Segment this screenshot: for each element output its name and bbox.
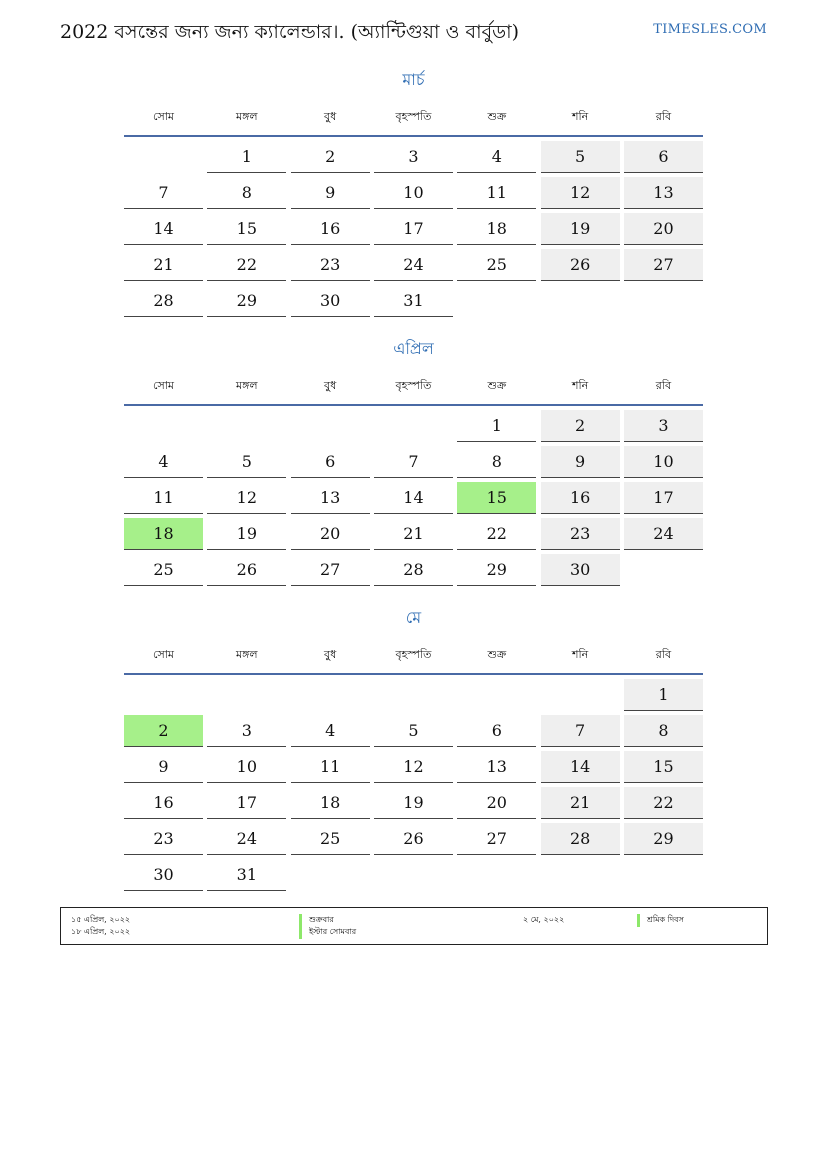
legend-holiday: শুক্রবার [299, 914, 334, 927]
day-cell: 6 [291, 446, 370, 478]
day-cell: 4 [124, 446, 203, 478]
day-cell: 15 [624, 751, 703, 783]
day-cell: 25 [291, 823, 370, 855]
day-cell: 24 [624, 518, 703, 550]
weekday-label: সোম [152, 379, 175, 392]
day-cell: 21 [124, 249, 203, 281]
day-cell: 8 [207, 177, 286, 209]
day-cell: 10 [374, 177, 453, 209]
page-title: 2022 বসন্তের জন্য জন্য ক্যালেন্ডার।. (অ্যান্টিগুয়া ও বার্বুডা) [60, 21, 520, 43]
day-cell: 24 [374, 249, 453, 281]
holiday-day-cell: 15 [457, 482, 536, 514]
weekday-label: শনি [572, 110, 589, 123]
weekday-label: রবি [655, 379, 672, 392]
empty-cell [124, 141, 203, 173]
month-title: এপ্রিল [393, 339, 434, 358]
month-title: মার্চ [402, 70, 425, 89]
day-cell: 23 [124, 823, 203, 855]
header-divider [124, 404, 703, 406]
day-cell: 30 [541, 554, 620, 586]
day-cell: 25 [457, 249, 536, 281]
day-cell: 21 [374, 518, 453, 550]
day-cell: 1 [207, 141, 286, 173]
day-cell: 20 [291, 518, 370, 550]
day-cell: 20 [624, 213, 703, 245]
day-cell: 18 [291, 787, 370, 819]
day-cell: 7 [374, 446, 453, 478]
weekday-label: বুধ [324, 110, 337, 123]
day-cell: 21 [541, 787, 620, 819]
day-cell: 22 [624, 787, 703, 819]
weekday-label: মঙ্গল [236, 110, 258, 123]
weekday-label: বৃহস্পতি [395, 379, 432, 392]
day-cell: 7 [541, 715, 620, 747]
day-cell: 22 [207, 249, 286, 281]
day-cell: 22 [457, 518, 536, 550]
day-cell: 12 [207, 482, 286, 514]
day-cell: 27 [457, 823, 536, 855]
day-cell: 12 [374, 751, 453, 783]
day-cell: 4 [457, 141, 536, 173]
month-march [124, 68, 703, 317]
day-cell: 27 [291, 554, 370, 586]
day-grid [124, 679, 703, 891]
day-cell: 10 [207, 751, 286, 783]
day-cell: 17 [624, 482, 703, 514]
day-cell: 30 [124, 859, 203, 891]
day-cell: 16 [541, 482, 620, 514]
day-cell: 26 [541, 249, 620, 281]
day-cell: 8 [624, 715, 703, 747]
weekday-header [124, 105, 703, 129]
weekday-label: রবি [655, 110, 672, 123]
weekday-label: শুক্র [487, 379, 507, 392]
empty-cell [207, 410, 286, 442]
empty-cell [207, 679, 286, 711]
weekday-label: সোম [152, 110, 175, 123]
day-cell: 11 [124, 482, 203, 514]
holiday-day-cell: 2 [124, 715, 203, 747]
day-cell: 3 [624, 410, 703, 442]
weekday-label: সোম [152, 648, 175, 661]
day-cell: 28 [124, 285, 203, 317]
weekday-label: বুধ [324, 379, 337, 392]
day-cell: 14 [124, 213, 203, 245]
legend-holiday: ইস্টার সোমবার [299, 926, 356, 939]
weekday-label: বুধ [324, 648, 337, 661]
day-grid [124, 410, 703, 586]
day-cell: 17 [207, 787, 286, 819]
day-cell: 10 [624, 446, 703, 478]
day-cell: 1 [457, 410, 536, 442]
weekday-label: শনি [572, 379, 589, 392]
day-cell: 12 [541, 177, 620, 209]
day-cell: 29 [207, 285, 286, 317]
day-cell: 31 [374, 285, 453, 317]
day-cell: 16 [291, 213, 370, 245]
weekday-header [124, 374, 703, 398]
day-cell: 5 [541, 141, 620, 173]
day-cell: 31 [207, 859, 286, 891]
day-cell: 3 [207, 715, 286, 747]
day-cell: 13 [457, 751, 536, 783]
legend-date: ১৫ এপ্রিল, ২০২২ [71, 915, 131, 924]
header-divider [124, 673, 703, 675]
day-cell: 9 [291, 177, 370, 209]
month-may [124, 606, 703, 891]
weekday-label: শনি [572, 648, 589, 661]
month-april [124, 337, 703, 586]
day-cell: 9 [124, 751, 203, 783]
empty-cell [291, 679, 370, 711]
weekday-label: বৃহস্পতি [395, 648, 432, 661]
day-cell: 3 [374, 141, 453, 173]
legend-holiday: শ্রমিক দিবস [637, 914, 684, 927]
day-cell: 4 [291, 715, 370, 747]
day-cell: 23 [291, 249, 370, 281]
day-cell: 23 [541, 518, 620, 550]
weekday-label: বৃহস্পতি [395, 110, 432, 123]
weekday-label: শুক্র [487, 648, 507, 661]
day-grid [124, 141, 703, 317]
day-cell: 24 [207, 823, 286, 855]
month-title: মে [405, 608, 422, 627]
day-cell: 13 [291, 482, 370, 514]
day-cell: 20 [457, 787, 536, 819]
legend-date: ১৮ এপ্রিল, ২০২২ [71, 927, 131, 936]
day-cell: 25 [124, 554, 203, 586]
holiday-legend [60, 907, 768, 945]
day-cell: 5 [207, 446, 286, 478]
empty-cell [374, 410, 453, 442]
day-cell: 18 [457, 213, 536, 245]
day-cell: 1 [624, 679, 703, 711]
day-cell: 29 [624, 823, 703, 855]
weekday-header [124, 643, 703, 667]
day-cell: 6 [624, 141, 703, 173]
day-cell: 15 [207, 213, 286, 245]
day-cell: 8 [457, 446, 536, 478]
holiday-day-cell: 18 [124, 518, 203, 550]
empty-cell [541, 679, 620, 711]
day-cell: 28 [374, 554, 453, 586]
day-cell: 14 [374, 482, 453, 514]
day-cell: 28 [541, 823, 620, 855]
day-cell: 6 [457, 715, 536, 747]
weekday-label: শুক্র [487, 110, 507, 123]
empty-cell [291, 410, 370, 442]
day-cell: 13 [624, 177, 703, 209]
day-cell: 2 [541, 410, 620, 442]
header-divider [124, 135, 703, 137]
day-cell: 19 [374, 787, 453, 819]
day-cell: 19 [541, 213, 620, 245]
day-cell: 14 [541, 751, 620, 783]
site-link[interactable]: TIMESLES.COM [653, 22, 767, 37]
day-cell: 11 [457, 177, 536, 209]
day-cell: 27 [624, 249, 703, 281]
empty-cell [124, 410, 203, 442]
weekday-label: মঙ্গল [236, 648, 258, 661]
day-cell: 26 [374, 823, 453, 855]
day-cell: 19 [207, 518, 286, 550]
day-cell: 9 [541, 446, 620, 478]
day-cell: 17 [374, 213, 453, 245]
day-cell: 30 [291, 285, 370, 317]
day-cell: 5 [374, 715, 453, 747]
day-cell: 16 [124, 787, 203, 819]
legend-date: ২ মে, ২০২২ [523, 915, 565, 924]
day-cell: 7 [124, 177, 203, 209]
day-cell: 26 [207, 554, 286, 586]
day-cell: 11 [291, 751, 370, 783]
weekday-label: রবি [655, 648, 672, 661]
day-cell: 29 [457, 554, 536, 586]
empty-cell [374, 679, 453, 711]
day-cell: 2 [291, 141, 370, 173]
weekday-label: মঙ্গল [236, 379, 258, 392]
empty-cell [457, 679, 536, 711]
empty-cell [124, 679, 203, 711]
